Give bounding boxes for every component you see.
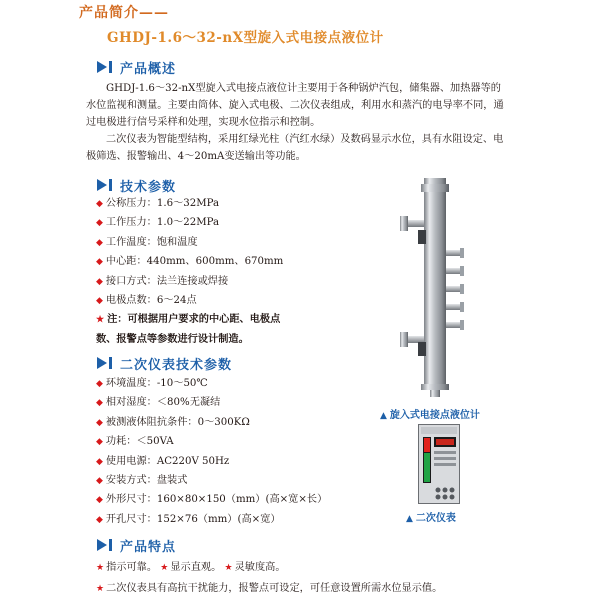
- overview-text: [86, 80, 508, 165]
- note-line-1: ★ 注：可根据用户要求的中心距、电极点: [96, 313, 281, 326]
- star-icon: ★: [96, 583, 105, 594]
- features-heading: [96, 536, 176, 554]
- list-item: ◆ 安装方式：盘装式: [96, 474, 188, 486]
- list-item: ◆ 环境温度：-10～50℃: [96, 378, 208, 389]
- tech-list: [96, 194, 283, 349]
- play-bar-icon: [96, 59, 118, 75]
- features-line-2: ★ 二次仪表具有高抗干扰能力，报警点可设定，可任意设置所需水位显示值。: [96, 582, 443, 594]
- star-icon: ★: [160, 563, 169, 573]
- diamond-icon: ◆: [96, 276, 103, 287]
- diamond-icon: ◆: [96, 514, 103, 525]
- diamond-icon: ◆: [96, 495, 103, 506]
- overview-paragraph-2: 二次仪表为智能型结构，采用红绿光柱（汽红水绿）及数码显示水位，具有水阻设定、电极筛选、报警输出、4～20mA变送输出等功能。: [86, 134, 504, 162]
- intro-title: 产品简介——: [79, 5, 169, 21]
- list-item: ◆ 相对湿度：＜80%无凝结: [96, 397, 221, 409]
- gauge-caption: ▲ 旋入式电接点液位计: [380, 410, 480, 421]
- play-bar-icon: [96, 537, 118, 553]
- secondary-heading: [96, 354, 232, 372]
- star-icon: ★: [96, 315, 105, 326]
- diamond-icon: ◆: [96, 456, 103, 467]
- overview-title: 产品概述: [120, 61, 177, 77]
- triangle-up-icon: ▲: [380, 411, 387, 421]
- star-icon: ★: [224, 563, 233, 573]
- list-item: ◆ 电极点数：6～24点: [96, 294, 197, 306]
- diamond-icon: ◆: [96, 237, 103, 248]
- list-item: ◆ 功耗：＜50VA: [96, 436, 174, 448]
- diamond-icon: ◆: [96, 417, 103, 428]
- star-icon: ★: [96, 563, 105, 573]
- diamond-icon: ◆: [96, 257, 103, 268]
- list-item: ◆ 开孔尺寸：152×76（mm）(高×宽）: [96, 513, 281, 525]
- diamond-icon: ◆: [96, 199, 103, 209]
- list-item: ◆ 被测液体阻抗条件：0～300KΩ: [96, 416, 250, 428]
- list-item: ◆ 工作压力：1.0～22MPa: [96, 217, 220, 229]
- secondary-list: [96, 374, 327, 529]
- list-item: ◆ 工作温度：饱和温度: [96, 236, 198, 248]
- secondary-meter-image: [418, 424, 460, 504]
- secondary-title: 二次仪表技术参数: [120, 357, 233, 373]
- list-item: ◆ 中心距：440mm、600mm、670mm: [96, 256, 284, 268]
- list-item: ◆ 外形尺寸：160×80×150（mm）(高×宽×长）: [96, 494, 328, 506]
- diamond-icon: ◆: [96, 295, 103, 306]
- overview-paragraph-1: GHDJ-1.6～32-nX型旋入式电接点液位计主要用于各种锅炉汽包，储集器、加热器等的水位监视和测量。主要由筒体、旋入式电极、二次仪表组成，利用水和蒸汽的电导率不同，通过电极进行信号采样和处理，实现水位指示和控制。: [86, 83, 504, 128]
- diamond-icon: ◆: [96, 379, 103, 389]
- play-bar-icon: [96, 177, 118, 193]
- play-bar-icon: [96, 355, 118, 371]
- features-line-1: ★ 指示可靠。 ★ 显示直观。 ★ 灵敏度高。: [96, 562, 286, 573]
- tech-heading: [96, 176, 176, 194]
- diamond-icon: ◆: [96, 218, 103, 229]
- overview-heading: [96, 58, 176, 76]
- features-list: [96, 558, 442, 599]
- diamond-icon: ◆: [96, 398, 103, 409]
- diamond-icon: ◆: [96, 437, 103, 448]
- features-title: 产品特点: [120, 539, 177, 555]
- product-title: GHDJ-1.6～32-nX型旋入式电接点液位计: [107, 30, 384, 46]
- level-gauge-image: [396, 176, 482, 398]
- tech-title: 技术参数: [120, 179, 177, 195]
- list-item: ◆ 接口方式：法兰连接或焊接: [96, 275, 229, 287]
- list-item: ◆ 公称压力：1.6～32MPa: [96, 198, 220, 209]
- meter-caption: ▲ 二次仪表: [406, 513, 456, 524]
- list-item: ◆ 使用电源：AC220V 50Hz: [96, 455, 230, 467]
- note-line-2: 数、报警点等参数进行设计制造。: [96, 332, 249, 345]
- triangle-up-icon: ▲: [406, 514, 413, 524]
- diamond-icon: ◆: [96, 475, 103, 486]
